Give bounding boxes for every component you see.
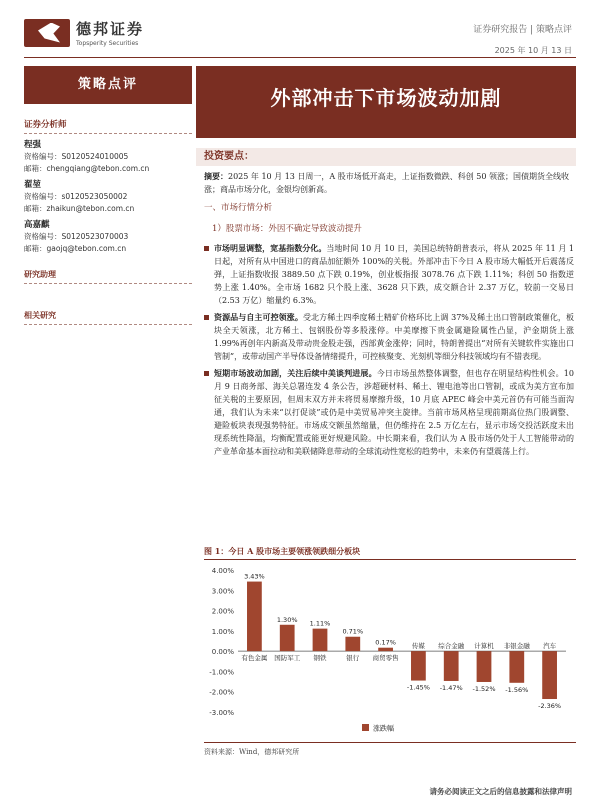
data-label: 0.17%	[375, 638, 396, 647]
sector-bar-chart	[204, 560, 576, 736]
key-points-heading: 投资要点：	[196, 148, 576, 166]
bullet-text: 当地时间 10 月 10 日，美国总统特朗普表示，将从 2025 年 11 月 1 日起，对所有从中国进口的商品加征额外 100%的关税。外部冲击下今日 A 股市场大幅低开后震荡反弹，上证指数收报 3889.50 点下跌 0.19%，创业板指报 3078.76 点下跌 1.11%；科创 50 指数逆势上涨 1.40%。全市场 1682 只个股上涨、3628 只下跌，成交额合计 2.37 万亿，较前一交易日（2.53 万亿）缩量约 6.3%。	[214, 244, 574, 305]
bar	[247, 582, 262, 652]
subsection-heading: 1）股票市场：外因不确定导致波动提升	[212, 224, 362, 234]
bar	[280, 625, 295, 651]
disclaimer-footer: 请务必阅读正文之后的信息披露和法律声明	[429, 787, 572, 796]
data-label: -2.36%	[538, 702, 562, 711]
header-meta	[473, 22, 572, 56]
y-tick-label: -3.00%	[209, 709, 234, 717]
category-label: 综合金融	[438, 642, 465, 651]
data-label: 3.43%	[244, 572, 265, 581]
bullet-paragraph	[204, 367, 574, 458]
cert-number: S0120524010005	[61, 152, 129, 161]
data-label: 1.11%	[309, 619, 331, 628]
y-tick-label: 2.00%	[211, 607, 234, 616]
analyst-name: 翟堃	[24, 180, 42, 190]
analyst-card	[24, 139, 192, 175]
header-divider	[24, 57, 576, 58]
data-label: -1.45%	[406, 683, 430, 692]
cert-label: 资格编号：	[24, 192, 62, 201]
bar	[542, 651, 557, 699]
legend-swatch	[362, 724, 369, 731]
legend-label: 涨跌幅	[373, 724, 394, 733]
sidebar	[24, 118, 192, 325]
y-tick-label: 1.00%	[211, 627, 234, 636]
category-label: 汽车	[543, 642, 557, 651]
analyst-card	[24, 219, 192, 255]
bar	[509, 651, 524, 683]
logo-name-cn: 德邦证券	[76, 20, 145, 38]
data-label: 1.30%	[276, 615, 298, 624]
section-heading: 一、市场行情分析	[204, 203, 273, 213]
data-label: -1.52%	[472, 684, 496, 693]
logo-icon	[24, 19, 70, 47]
y-tick-label: 4.00%	[211, 567, 234, 575]
cert-label: 资格编号：	[24, 232, 62, 241]
category-label: 计算机	[474, 642, 494, 651]
analyst-email[interactable]: gaojq@tebon.com.cn	[46, 244, 127, 253]
analyst-name: 程强	[24, 140, 42, 150]
related-research-heading: 相关研究	[24, 310, 192, 325]
bar	[345, 637, 360, 651]
cert-number: S0120523070003	[61, 232, 129, 241]
analyst-card	[24, 179, 192, 215]
bullet-lead: 资源品与自主可控领涨。	[214, 312, 303, 322]
bar	[378, 648, 393, 651]
y-tick-label: 3.00%	[211, 587, 234, 596]
bullet-text: 今日市场虽然整体调整，但也存在明显结构性机会。10 月 9 日商务部、海关总署连发 4 条公告，涉超硬材料、稀土、锂电池等出口管制，或成为美方宣布加征关税的主要原因，但周末双方并未将贸易摩擦升级，10 月底 APEC 峰会中美元首仍有可能当面沟通，我们认为未来“以打促谈”或仍是中美贸易冲突主旋律。当前市场风格呈现前期高位热门股调整、避险板块表现强势特征。市场成交额虽然缩量，但仍维持在 2.5 万亿左右，显示市场交投活跃度未出现系统性降温，均衡配置或能更好规避风险。中长期来看，我们认为 A 股市场仍处于人工智能带动的产业革命基本面拉动和美联储降息带动的全球流动性宽松的趋势中，未来仍有望震荡上行。	[214, 369, 574, 456]
data-label: -1.56%	[505, 685, 529, 694]
y-tick-label: 0.00%	[211, 648, 234, 657]
logo-name-en: Topsperity Securities	[76, 40, 139, 47]
bar	[411, 651, 426, 680]
category-band: 策略点评	[24, 66, 192, 104]
report-body	[204, 170, 574, 462]
y-tick-label: -2.00%	[209, 688, 234, 697]
cert-label: 资格编号：	[24, 152, 62, 161]
category-label: 非银金融	[503, 642, 530, 651]
company-logo	[24, 18, 144, 47]
bullet-paragraph	[204, 242, 574, 307]
bar	[313, 629, 328, 652]
category-label: 钢铁	[313, 654, 327, 663]
figure-title: 图 1：今日 A 股市场主要领涨领跌细分板块	[204, 546, 576, 560]
report-title: 外部冲击下市场波动加剧	[270, 86, 502, 110]
category-label: 银行	[346, 654, 360, 663]
summary	[204, 170, 574, 196]
data-label: 0.71%	[342, 627, 364, 636]
bar	[477, 651, 492, 682]
summary-text: 2025 年 10 月 13 日周一，A 股市场低开高走，上证指数微跌、科创 50 领涨；国债期货全线收涨；商品市场分化，金银均创新高。	[204, 172, 570, 194]
chart-source: 资料来源：Wind，德邦研究所	[204, 742, 576, 757]
category-label: 传媒	[411, 642, 425, 651]
bullet-text: 受北方稀土四季度稀土精矿价格环比上调 37%及稀土出口管制政策催化，板块全天领涨，北方稀土、包钢股份等多股涨停。中美摩擦下贵金属避险属性凸显，沪金期货上涨 1.99%再创年内新高及带动贵金股走强，西部黄金涨停；同时，特朗普提出“对所有关键软件实施出口管制”，或带动国产半导体设备情绪提升，可控核聚变、光刻机等细分科技领域均有不错表现。	[214, 313, 575, 361]
analyst-email[interactable]: chengqiang@tebon.com.cn	[46, 164, 150, 173]
bullet-paragraph	[204, 311, 574, 363]
analyst-heading: 证券分析师	[24, 118, 192, 134]
analyst-email[interactable]: zhaikun@tebon.com.cn	[46, 204, 135, 213]
data-label: -1.47%	[439, 683, 463, 692]
summary-label: 摘要：	[204, 171, 228, 181]
bullet-lead: 短期市场波动加剧，关注后续中美谈判进展。	[214, 368, 377, 378]
email-label: 邮箱：	[24, 244, 47, 253]
chart-canvas	[204, 560, 576, 736]
cert-number: s0120523050002	[61, 192, 128, 201]
bullet-lead: 市场明显调整，宽基指数分化。	[214, 243, 327, 253]
y-tick-label: -1.00%	[209, 668, 234, 677]
report-type: 证券研究报告 | 策略点评	[473, 25, 572, 35]
report-date: 2025 年 10 月 13 日	[494, 46, 572, 55]
email-label: 邮箱：	[24, 204, 47, 213]
assistant-heading: 研究助理	[24, 269, 192, 284]
bar	[444, 651, 459, 681]
category-label: 国防军工	[274, 654, 301, 663]
category-label: 有色金属	[241, 654, 268, 663]
category-label: 商贸零售	[372, 654, 399, 663]
email-label: 邮箱：	[24, 164, 47, 173]
analyst-name: 高嘉麒	[24, 220, 50, 230]
